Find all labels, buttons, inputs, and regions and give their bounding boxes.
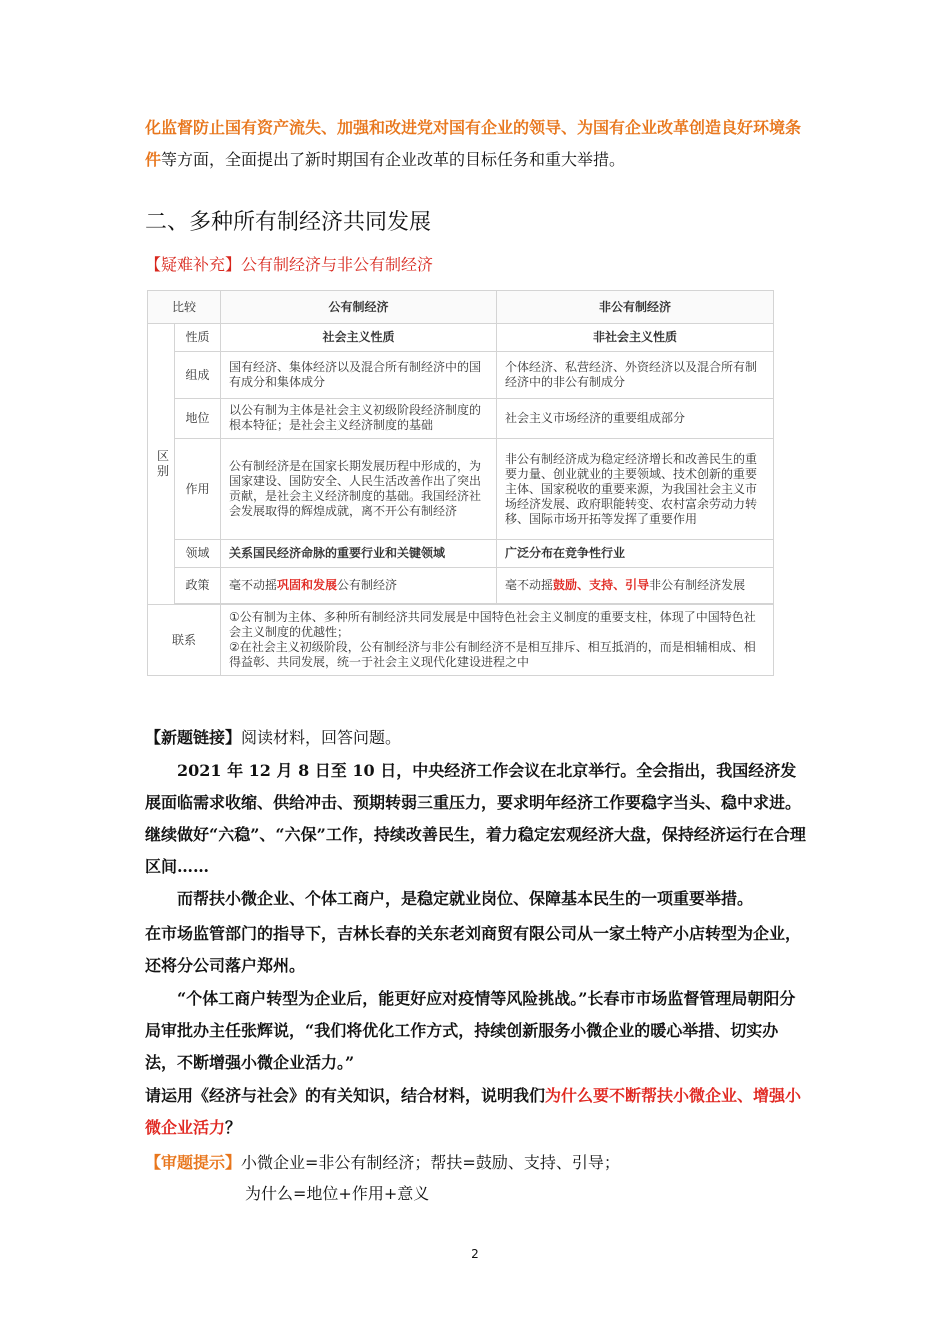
cell-nonpublic: 社会主义市场经济的重要组成部分 — [497, 398, 774, 438]
table-row-link — [148, 605, 774, 676]
new-question-tag: 【新题链接】 — [145, 728, 242, 747]
cell-nonpublic: 个体经济、私营经济、外资经济以及混合所有制经济中的非公有制成分 — [497, 352, 774, 398]
row-label: 组成 — [175, 352, 221, 398]
cell-public: 社会主义性质 — [221, 324, 497, 352]
page-number: 2 — [471, 1247, 479, 1261]
intro-rest: 等方面，全面提出了新时期国有企业改革的目标任务和重大举措。 — [161, 150, 626, 169]
row-label: 作用 — [175, 439, 221, 540]
cell-nonpublic-policy: 毫不动摇鼓励、支持、引导非公有制经济发展 — [497, 568, 774, 604]
table-row — [148, 539, 774, 567]
material-paragraph-1: 2021 年 12 月 8 日至 10 日，中央经济工作会议在北京举行。全会指出，我国经济发展面临需求收缩、供给冲击、预期转弱三重压力，要求明年经济工作要稳字当头、稳中求进。继续做好“六稳”、“六保”工作，持续改善民生，着力稳定宏观经济大盘，保持经济运行在合理区间…… — [145, 761, 806, 876]
hint-line-2: 为什么=地位+作用+意义 — [245, 1184, 430, 1203]
question-paragraph: 请运用《经济与社会》的有关知识，结合材料，说明我们为什么要不断帮扶小微企业、增强小微企业活力？ — [145, 1086, 802, 1137]
cell-nonpublic: 广泛分布在竞争性行业 — [497, 539, 774, 567]
row-label: 性质 — [175, 324, 221, 352]
table-row — [148, 568, 774, 604]
cell-public: 以公有制为主体是社会主义初级阶段经济制度的根本特征；是社会主义经济制度的基础 — [221, 398, 497, 438]
cell-public: 国有经济、集体经济以及混合所有制经济中的国有成分和集体成分 — [221, 352, 497, 398]
section-title: 二、多种所有制经济共同发展 — [145, 210, 432, 235]
cell-public-policy: 毫不动摇巩固和发展公有制经济 — [221, 568, 497, 604]
header-nonpublic: 非公有制经济 — [497, 291, 774, 324]
group-label-difference: 区别 — [148, 324, 175, 605]
material-paragraph-2b: 在市场监管部门的指导下，吉林长春的关东老刘商贸有限公司从一家土特产小店转型为企业，还将分公司落户郑州。 — [145, 924, 802, 975]
row-label: 联系 — [148, 605, 221, 676]
table-header-row — [148, 291, 774, 324]
link-item-2: ②在社会主义初级阶段，公有制经济与非公有制经济不是相互排斥、相互抵消的，而是相辅相成、相得益彰、共同发展，统一于社会主义现代化建设进程之中 — [229, 640, 756, 670]
cell-nonpublic: 非公有制经济成为稳定经济增长和改善民生的重要力量、创业就业的主要领域、技术创新的重要主体、国家税收的重要来源，为我国社会主义市场经济发展、政府职能转变、农村富余劳动力转移、国际市场开拓等发挥了重要作用 — [497, 439, 774, 540]
header-public: 公有制经济 — [221, 291, 497, 324]
cell-link — [221, 605, 774, 676]
question-emphasis: 为什么要不断帮扶小微企业、增强小微企业活力 — [145, 1086, 802, 1137]
row-label: 领域 — [175, 539, 221, 567]
table-row — [148, 352, 774, 398]
hint-line-1: 【审题提示】小微企业=非公有制经济；帮扶=鼓励、支持、引导； — [145, 1153, 620, 1172]
comparison-table — [147, 290, 774, 676]
cell-public: 关系国民经济命脉的重要行业和关键领域 — [221, 539, 497, 567]
table-row — [148, 439, 774, 540]
cell-public: 公有制经济是在国家长期发展历程中形成的，为国家建设、国防安全、人民生活改善作出了突出贡献，是社会主义经济制度的基础。我国经济社会发展取得的辉煌成就，离不开公有制经济 — [221, 439, 497, 540]
link-item-1: ①公有制为主体、多种所有制经济共同发展是中国特色社会主义制度的重要支柱，体现了中国特色社会主义制度的优越性； — [229, 610, 756, 640]
new-question-text: 阅读材料，回答问题。 — [241, 728, 402, 747]
table-row — [148, 398, 774, 438]
material-paragraph-2a: 而帮扶小微企业、个体工商户，是稳定就业岗位、保障基本民生的一项重要举措。 — [177, 889, 754, 908]
cell-nonpublic: 非社会主义性质 — [497, 324, 774, 352]
intro-paragraph — [145, 112, 810, 176]
header-compare: 比较 — [148, 291, 221, 324]
supplement-title: 【疑难补充】公有制经济与非公有制经济 — [145, 255, 434, 274]
intro-highlight: 化监督防止国有资产流失、加强和改进党对国有企业的领导、为国有企业改革创造良好环境条件 — [145, 118, 802, 169]
row-label: 政策 — [175, 568, 221, 604]
row-label: 地位 — [175, 398, 221, 438]
hint-tag: 【审题提示】 — [145, 1153, 242, 1172]
material-paragraph-3: “个体工商户转型为企业后，能更好应对疫情等风险挑战。”长春市市场监督管理局朝阳分局审批办主任张辉说，“我们将优化工作方式，持续创新服务小微企业的暖心举措、切实办法，不断增强小微企业活力。” — [145, 989, 796, 1072]
table-row — [148, 324, 774, 352]
new-question-line — [145, 722, 810, 754]
